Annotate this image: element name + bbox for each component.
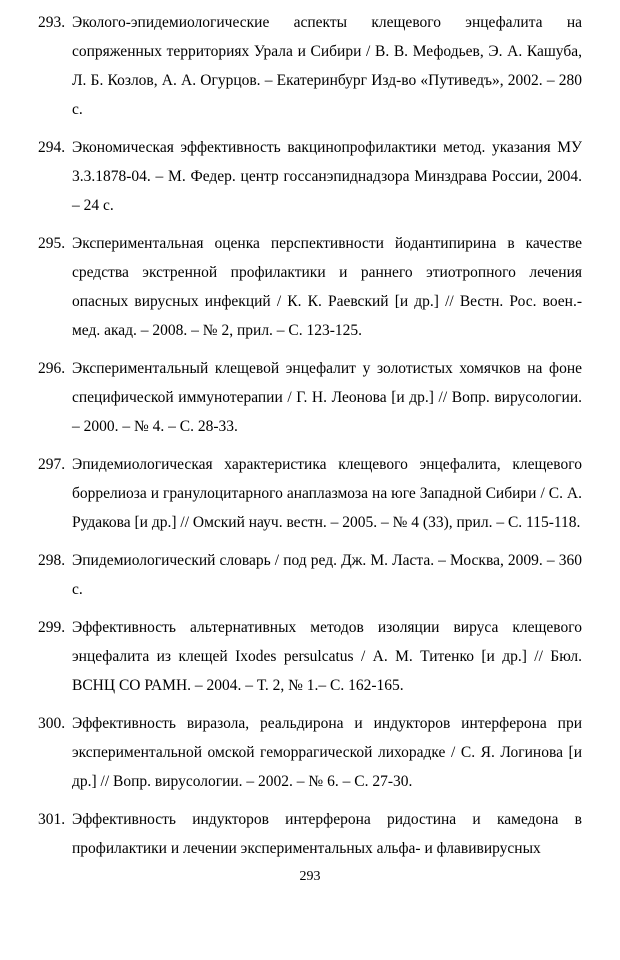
- reference-number: 296.: [38, 360, 66, 377]
- page-number: 293: [299, 869, 321, 884]
- reference-item: [38, 805, 582, 863]
- reference-text: Экспериментальная оценка перспективности йодантипирина в качестве средства экстренной профилактики и раннего этиотропного лечения опасных вирусных инфекций / К. К. Раевский [и др.] // Вестн. Рос. воен.-мед. акад. – 2008. – № 2, прил. – С. 123-125.: [72, 235, 582, 339]
- reference-list: [38, 8, 582, 872]
- reference-number: 301.: [38, 811, 66, 828]
- reference-number: 300.: [38, 715, 66, 732]
- reference-text: Эффективность виразола, реальдирона и индукторов интерферона при экспериментальной омской геморрагической лихорадке / С. Я. Логинова [и др.] // Вопр. вирусологии. – 2002. – № 6. – С. 27-30.: [72, 715, 582, 790]
- reference-item: [38, 709, 582, 796]
- reference-item: [38, 450, 582, 537]
- reference-item: [38, 229, 582, 345]
- reference-item: [38, 8, 582, 124]
- reference-number: 293.: [38, 14, 66, 31]
- reference-item: [38, 354, 582, 441]
- reference-text: Эпидемиологический словарь / под ред. Дж. М. Ласта. – Москва, 2009. – 360 с.: [72, 552, 582, 598]
- reference-number: 295.: [38, 235, 66, 252]
- reference-text: Экономическая эффективность вакцинопрофилактики метод. указания МУ 3.3.1878-04. – М. Федер. центр госсанэпиднадзора Минздрава России, 2004. – 24 с.: [72, 139, 582, 214]
- reference-item: [38, 133, 582, 220]
- reference-number: 297.: [38, 456, 66, 473]
- reference-text: Эффективность альтернативных методов изоляции вируса клещевого энцефалита из клещей Ixodes persulcatus / А. М. Титенко [и др.] // Бюл. ВСНЦ СО РАМН. – 2004. – Т. 2, № 1.– С. 162-165.: [72, 619, 582, 694]
- reference-number: 298.: [38, 552, 66, 569]
- reference-text: Эпидемиологическая характеристика клещевого энцефалита, клещевого боррелиоза и гранулоцитарного анаплазмоза на юге Западной Сибири / С. А. Рудакова [и др.] // Омский науч. вестн. – 2005. – № 4 (33), прил. – С. 115-118.: [72, 456, 582, 531]
- reference-text: Экспериментальный клещевой энцефалит у золотистых хомячков на фоне специфической иммунотерапии / Г. Н. Леонова [и др.] // Вопр. вирусологии. – 2000. – № 4. – С. 28-33.: [72, 360, 582, 435]
- reference-text: Эколого-эпидемиологические аспекты клещевого энцефалита на сопряженных территориях Урала и Сибири / В. В. Мефодьев, Э. А. Кашуба, Л. Б. Козлов, А. А. Огурцов. – Екатеринбург Изд-во «Путиведъ», 2002. – 280 с.: [72, 14, 582, 118]
- reference-text: Эффективность индукторов интерферона ридостина и камедона в профилактики и лечении экспериментальных альфа- и флавивирусных: [72, 811, 582, 857]
- reference-item: [38, 613, 582, 700]
- reference-number: 299.: [38, 619, 66, 636]
- reference-number: 294.: [38, 139, 66, 156]
- reference-item: [38, 546, 582, 604]
